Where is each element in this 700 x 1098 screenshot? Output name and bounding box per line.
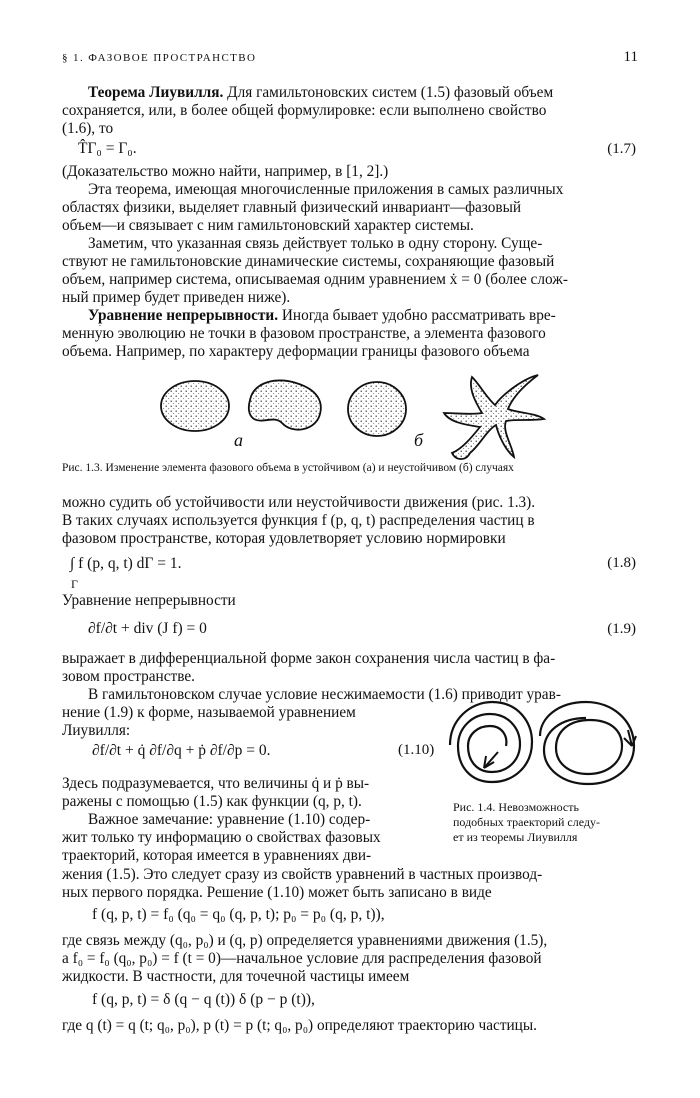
text-line: ражены с помощью (1.5) как функции (q, p, t). — [62, 793, 362, 810]
blob-starfish — [444, 375, 544, 459]
equation-1-7: T̂Γ₀ = Γ₀. — [78, 140, 137, 157]
text-line: где связь между (q₀, p₀) и (q, p) определяется уравнениями движения (1.5), — [62, 932, 548, 949]
text-line: Эта теорема, имеющая многочисленные приложения в самых различных — [88, 181, 564, 198]
text-line: жидкости. В частности, для точечной частицы имеем — [62, 968, 410, 985]
figure-1-3-caption: Рис. 1.3. Изменение элемента фазового объема в устойчивом (а) и неустойчивом (б) случаях — [62, 462, 514, 474]
text-line: В таких случаях используется функция f (p, q, t) распределения частиц в — [62, 512, 535, 529]
text-line: жит только ту информацию о свойствах фазовых — [62, 829, 381, 846]
figure-label-a: а — [234, 430, 243, 450]
text-line: областях физики, выделяет главный физический инвариант—фазовый — [62, 199, 522, 216]
run-in-heading: Уравнение непрерывности. — [88, 307, 279, 324]
text-line: Уравнение непрерывности — [62, 592, 236, 609]
text-line: Важное замечание: уравнение (1.10) содер- — [88, 811, 371, 828]
blob-bean — [249, 380, 321, 429]
text-line: (1.6), то — [62, 120, 114, 137]
equation-1-9: ∂f/∂t + div (J f) = 0 — [88, 620, 207, 637]
text-line: можно судить об устойчивости или неустойчивости движения (рис. 1.3). — [62, 494, 536, 511]
figure-1-3 — [150, 365, 560, 465]
outward-spiral — [540, 702, 634, 784]
text-line: нение (1.9) к форме, называемой уравнением — [62, 704, 356, 721]
text-line: Здесь подразумевается, что величины q̇ и ṗ вы- — [62, 775, 370, 792]
text-line: ных первого порядка. Решение (1.10) может быть записано в виде — [62, 884, 492, 901]
inward-spiral — [450, 702, 532, 782]
equation-solution: f (q, p, t) = f₀ (q₀ = q₀ (q, p, t); p₀ = p₀ (q, p, t)), — [92, 906, 385, 923]
blob-oval-1 — [161, 381, 229, 431]
figure-1-4-caption-line: Рис. 1.4. Невозможность — [453, 800, 579, 814]
equation-number: (1.10) — [398, 742, 435, 758]
equation-number: (1.8) — [607, 555, 636, 571]
equation-1-8: ∫ f (p, q, t) dΓ = 1. — [70, 555, 182, 572]
text-line: где q (t) = q (t; q₀, p₀), p (t) = p (t; q₀, p₀) определяют траекторию частицы. — [62, 1017, 537, 1034]
text-line: выражает в дифференциальной форме закон сохранения числа частиц в фа- — [62, 650, 556, 667]
text-line: ствуют не гамильтоновские динамические системы, сохраняющие фазовый — [62, 253, 555, 270]
text-line: объем—и связывает с ним гамильтоновский характер системы. — [62, 217, 474, 234]
text-line: сохраняется, или, в более общей формулировке: если выполнено свойство — [62, 102, 547, 119]
section-title: § 1. ФАЗОВОЕ ПРОСТРАНСТВО — [62, 52, 257, 64]
outward-spiral-inner — [556, 720, 622, 774]
figure-1-4 — [440, 690, 640, 790]
run-in-heading: Теорема Лиувилля. — [88, 84, 224, 101]
spiral-arrow-icon — [484, 752, 498, 768]
equation-number: (1.9) — [607, 621, 636, 637]
text-line: В гамильтоновском случае условие несжимаемости (1.6) приводит урав- — [88, 686, 561, 703]
integral-subscript: Γ — [71, 577, 78, 591]
text-line: Теорема Лиувилля. Для гамильтоновских систем (1.5) фазовый объем — [88, 84, 554, 101]
text-line: Уравнение непрерывности. Иногда бывает удобно рассматривать вре- — [88, 307, 556, 324]
text-line: (Доказательство можно найти, например, в [1, 2].) — [62, 163, 389, 180]
text-line: менну́ю эволюцию не точки в фазовом пространстве, а элемента фазового — [62, 325, 546, 342]
text-line: зовом пространстве. — [62, 668, 195, 685]
equation-number: (1.7) — [607, 141, 636, 157]
text-line: фазовом пространстве, которая удовлетворяет условию нормировки — [62, 530, 506, 547]
equation-1-10: ∂f/∂t + q̇ ∂f/∂q + ṗ ∂f/∂p = 0. — [92, 742, 271, 759]
running-header — [62, 49, 638, 72]
figure-1-4-caption-line: ет из теоремы Лиувилля — [453, 830, 578, 844]
text-line: ный пример будет приведен ниже). — [62, 289, 291, 306]
text-line: объем, например система, описываемая одним уравнением ẋ = 0 (более слож- — [62, 271, 568, 288]
text-line: жения (1.5). Это следует сразу из свойств уравнений в частных производ- — [62, 866, 543, 883]
figure-1-4-caption-line: подобных траекторий следу- — [453, 815, 600, 829]
text-line: Заметим, что указанная связь действует только в одну сторону. Суще- — [88, 235, 543, 252]
figure-label-b: б — [414, 430, 424, 450]
text-line: Лиувилля: — [62, 722, 131, 739]
text-line: траекторий, которая имеется в уравнениях дви- — [62, 847, 372, 864]
text-line: а f₀ = f₀ (q₀, p₀) = f (t = 0)—начальное условие для распределения фазовой — [62, 950, 542, 967]
page-number: 11 — [623, 49, 638, 65]
text-line: объема. Например, по характеру деформации границы фазового объема — [62, 343, 530, 360]
equation-delta: f (q, p, t) = δ (q − q (t)) δ (p − p (t)), — [92, 991, 315, 1008]
blob-oval-2 — [348, 382, 406, 436]
